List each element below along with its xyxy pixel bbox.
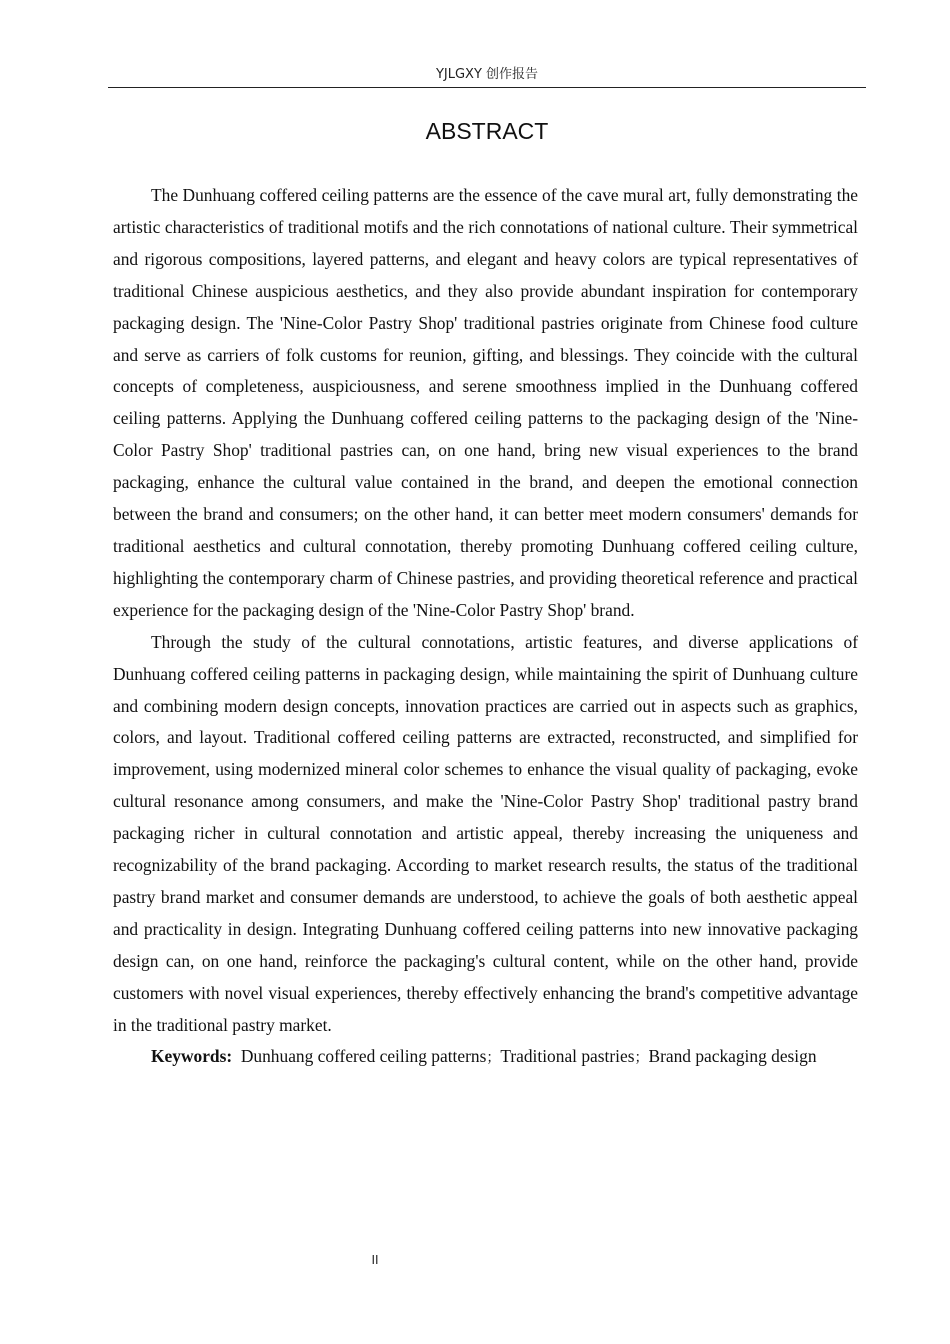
abstract-body <box>113 180 858 1075</box>
abstract-paragraph-1: The Dunhuang coffered ceiling patterns are the essence of the cave mural art, fully demonstrating the artistic characteristics of traditional motifs and the rich connotations of national culture. Their symmetrical and rigorous compositions, layered patterns, and elegant and heavy colors are typical representatives of traditional Chinese auspicious aesthetics, and they also provide abundant inspiration for contemporary packaging design. The 'Nine-Color Pastry Shop' traditional pastries originate from Chinese food culture and serve as carriers of folk customs for reunion, gifting, and blessings. They coincide with the cultural concepts of completeness, auspiciousness, and serene smoothness implied in the Dunhuang coffered ceiling patterns. Applying the Dunhuang coffered ceiling patterns to the packaging design of the 'Nine-Color Pastry Shop' traditional pastries can, on one hand, bring new visual experiences to the brand packaging, enhance the cultural value contained in the brand, and deepen the emotional connection between the brand and consumers; on the other hand, it can better meet modern consumers' demands for traditional aesthetics and cultural connotation, thereby promoting Dunhuang coffered ceiling culture, highlighting the contemporary charm of Chinese pastries, and providing theoretical reference and practical experience for the packaging design of the 'Nine-Color Pastry Shop' brand. <box>113 185 858 620</box>
keywords-line <box>113 1041 858 1075</box>
keyword-item: Brand packaging design <box>648 1046 817 1067</box>
running-header: YJLGXY 创作报告 <box>435 67 539 82</box>
abstract-paragraph-2: Through the study of the cultural connotations, artistic features, and diverse applications of Dunhuang coffered ceiling patterns in packaging design, while maintaining the spirit of Dunhuang culture and combining modern design concepts, innovation practices are carried out in aspects such as graphics, colors, and layout. Traditional coffered ceiling patterns are extracted, reconstructed, and simplified for improvement, using modernized mineral color schemes to enhance the visual quality of packaging, evoke cultural resonance among consumers, and make the 'Nine-Color Pastry Shop' traditional pastry brand packaging richer in cultural connotation and artistic appeal, thereby increasing the uniqueness and recognizability of the brand packaging. According to market research results, the status of the traditional pastry brand market and consumer demands are understood, to achieve the goals of both aesthetic appeal and practicality in design. Integrating Dunhuang coffered ceiling patterns into new innovative packaging design can, on one hand, reinforce the packaging's cultural content, while on the other hand, provide customers with novel visual experiences, thereby effectively enhancing the brand's competitive advantage in the traditional pastry market. <box>113 631 858 1035</box>
abstract-title: ABSTRACT <box>425 118 549 144</box>
keyword-item: Dunhuang coffered ceiling patterns <box>240 1046 487 1067</box>
keyword-separator: ； <box>634 1050 649 1067</box>
keywords-label: Keywords: <box>151 1046 233 1067</box>
keyword-separator: ； <box>486 1050 501 1067</box>
header-divider <box>108 87 866 88</box>
keyword-item: Traditional pastries <box>500 1046 635 1067</box>
page-number: II <box>371 1253 379 1267</box>
